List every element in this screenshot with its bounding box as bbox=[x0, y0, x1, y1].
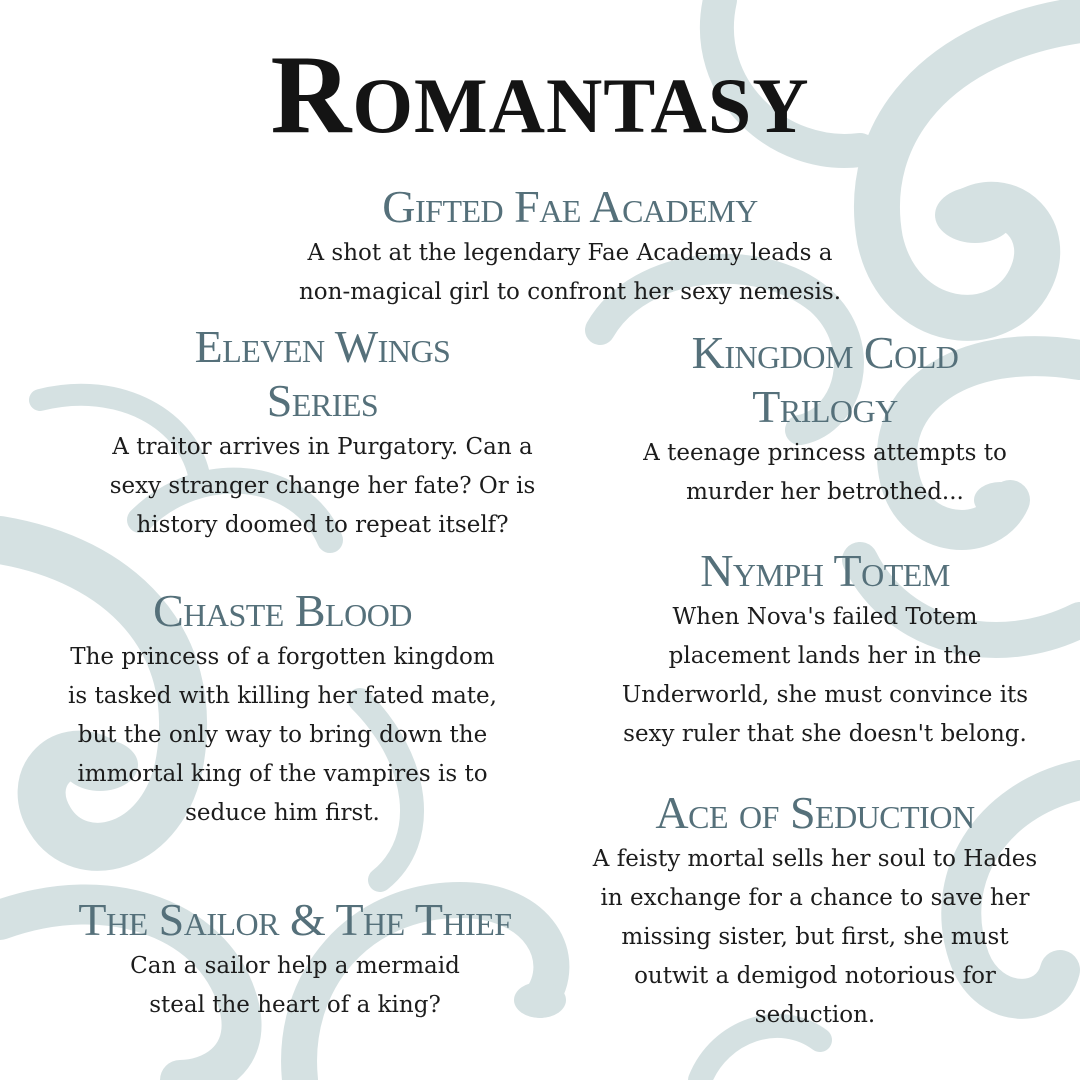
book-description bbox=[60, 428, 585, 545]
description-line: The princess of a forgotten kingdom bbox=[70, 644, 495, 670]
description-line: immortal king of the vampires is to bbox=[77, 761, 488, 787]
book-title-line: Gifted Fae Academy bbox=[382, 181, 758, 232]
description-line: sexy stranger change her fate? Or is bbox=[109, 473, 536, 499]
book-title bbox=[595, 326, 1055, 434]
book-title bbox=[555, 786, 1075, 840]
book-title-line: Ace of Seduction bbox=[655, 787, 975, 838]
book-title bbox=[30, 584, 535, 638]
description-line: missing sister, but first, she must bbox=[621, 924, 1009, 950]
book-title-line: Nymph Totem bbox=[700, 545, 950, 596]
description-line: A feisty mortal sells her soul to Hades bbox=[592, 846, 1038, 872]
book-title-line: Eleven Wings bbox=[194, 321, 451, 372]
book-title-line: Series bbox=[266, 375, 379, 426]
book-gifted-fae-academy bbox=[240, 180, 900, 312]
book-title-line: Chaste Blood bbox=[153, 585, 412, 636]
book-ace-of-seduction bbox=[555, 786, 1075, 1035]
book-chaste-blood bbox=[30, 584, 535, 833]
description-line: seduce him first. bbox=[185, 800, 380, 826]
book-eleven-wings-series bbox=[60, 320, 585, 545]
book-description bbox=[40, 947, 550, 1025]
description-line: A traitor arrives in Purgatory. Can a bbox=[112, 434, 533, 460]
book-title bbox=[240, 180, 900, 234]
description-line: steal the heart of a king? bbox=[149, 992, 441, 1018]
book-description bbox=[595, 434, 1055, 512]
book-title bbox=[60, 320, 585, 428]
description-line: murder her betrothed... bbox=[686, 479, 964, 505]
description-line: outwit a demigod notorious for bbox=[634, 963, 996, 989]
page-title: Romantasy bbox=[270, 33, 810, 157]
description-line: but the only way to bring down the bbox=[77, 722, 488, 748]
description-line: When Nova's failed Totem bbox=[672, 604, 978, 630]
description-line: is tasked with killing her fated mate, bbox=[68, 683, 497, 709]
description-line: in exchange for a chance to save her bbox=[600, 885, 1030, 911]
book-description bbox=[30, 638, 535, 833]
description-line: A shot at the legendary Fae Academy leads a bbox=[307, 240, 833, 266]
description-line: sexy ruler that she doesn't belong. bbox=[623, 721, 1027, 747]
description-line: Can a sailor help a mermaid bbox=[130, 953, 460, 979]
description-line: A teenage princess attempts to bbox=[643, 440, 1007, 466]
book-the-sailor-and-the-thief bbox=[40, 893, 550, 1025]
book-title-line: Kingdom Cold bbox=[691, 327, 959, 378]
description-line: non-magical girl to confront her sexy nemesis. bbox=[298, 279, 842, 305]
book-title bbox=[575, 544, 1075, 598]
book-kingdom-cold-trilogy bbox=[595, 326, 1055, 512]
book-description bbox=[555, 840, 1075, 1035]
book-title-line: Trilogy bbox=[752, 381, 898, 432]
book-nymph-totem bbox=[575, 544, 1075, 754]
book-title-line: The Sailor & The Thief bbox=[78, 894, 512, 945]
description-line: placement lands her in the bbox=[668, 643, 982, 669]
description-line: history doomed to repeat itself? bbox=[136, 512, 509, 538]
description-line: Underworld, she must convince its bbox=[621, 682, 1029, 708]
book-description bbox=[575, 598, 1075, 754]
book-title bbox=[40, 893, 550, 947]
book-description bbox=[240, 234, 900, 312]
description-line: seduction. bbox=[754, 1002, 876, 1028]
